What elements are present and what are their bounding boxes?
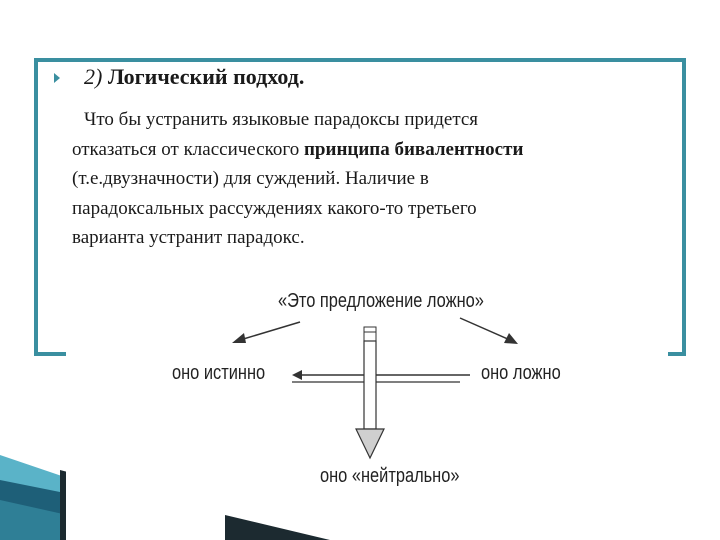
paragraph-line-1: Что бы устранить языковые парадоксы придется (84, 109, 479, 130)
arrowhead-horizontal-left (292, 370, 302, 380)
bivalence-term: принципа бивалентности (303, 138, 524, 160)
diagram-option-false: оно ложно (481, 362, 561, 384)
paragraph-line-3: (т.е.двузначности) для суждений. Наличие в (72, 168, 429, 189)
heading-number: 2) (84, 64, 103, 89)
vertical-arrow-shaft (364, 341, 376, 429)
vertical-arrow-head (356, 429, 384, 458)
paragraph-line-2-start: отказаться от классического (72, 138, 304, 160)
vertical-arrow-cap (364, 327, 376, 341)
heading-text: Логический подход. (107, 64, 305, 89)
diagram-statement: «Это предложение ложно» (278, 290, 484, 312)
diagram-option-neutral: оно «нейтрально» (320, 465, 460, 487)
diagram-option-true: оно истинно (172, 362, 266, 384)
arrowhead-left-diagonal (232, 333, 246, 343)
paragraph-line-5: варианта устранит парадокс. (72, 227, 305, 248)
arrow-right-diagonal (460, 318, 510, 340)
paragraph-line-4: парадоксальных рассуждениях какого-то третьего (72, 197, 477, 219)
arrow-left-diagonal (240, 322, 300, 340)
